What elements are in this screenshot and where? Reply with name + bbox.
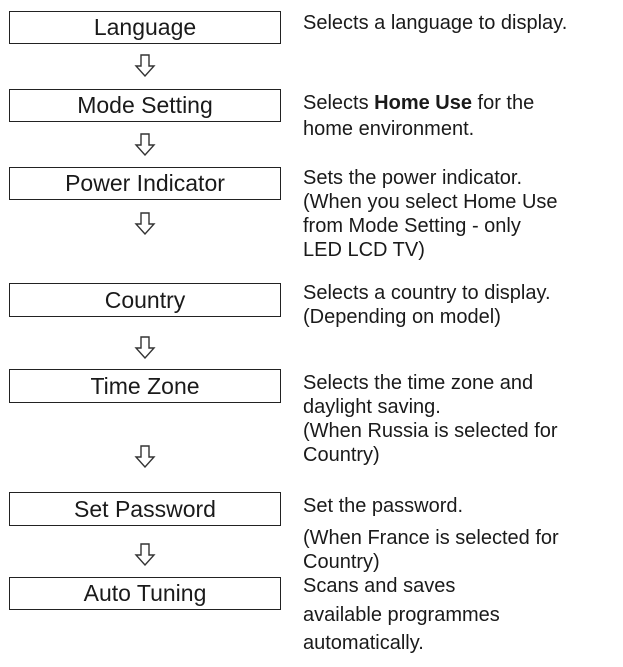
description-bold: Home Use [374,92,472,114]
step-description-country [303,281,619,329]
description-text: Selects [303,92,375,114]
step-label: Time Zone [90,372,200,399]
step-label: Power Indicator [65,170,225,196]
description-line: (Depending on model) [303,306,501,328]
description-line: available programmes [303,604,500,626]
description-line: (When Russia is selected for [303,420,558,442]
step-label: Mode Setting [77,92,213,118]
description-line: daylight saving. [303,396,441,418]
description-line: Country) [303,444,380,466]
description-line: Country) [303,551,380,573]
step-box-power-indicator [9,167,281,200]
down-arrow-icon [134,212,156,235]
step-label: Country [104,286,186,313]
step-label: Auto Tuning [83,580,207,606]
step-description-time-zone [303,371,619,467]
step-label: Language [93,14,197,40]
description-line: Scans and saves [303,575,456,597]
step-box-time-zone [9,369,281,403]
step-description-set-password [303,494,619,574]
down-arrow-icon [134,133,156,156]
description-line: automatically. [303,632,424,654]
description-line: (When you select Home Use [303,191,558,213]
step-box-mode-setting [9,89,281,122]
description-line: Selects the time zone and [303,372,534,394]
step-box-auto-tuning [9,577,281,610]
step-box-set-password [9,492,281,526]
step-description-auto-tuning [303,575,619,657]
down-arrow-icon [134,543,156,566]
description-line: Sets the power indicator. [303,167,523,189]
step-label: Set Password [74,495,216,522]
description-line: Selects a country to display. [303,282,551,304]
description-line: (When France is selected for [303,527,559,549]
down-arrow-icon [134,54,156,77]
step-description-mode-setting [303,90,619,142]
description-line: LED LCD TV) [303,239,425,261]
step-description-language [303,11,619,35]
description-text: for the [471,92,535,114]
description-line: Set the password. [303,495,464,517]
down-arrow-icon [134,445,156,468]
step-box-language [9,11,281,44]
step-box-country [9,283,281,317]
description-line: home environment. [303,118,475,140]
description-line: from Mode Setting - only [303,215,521,237]
down-arrow-icon [134,336,156,359]
description-line [303,90,619,116]
description-line: Selects a language to display. [303,12,568,34]
step-description-power-indicator [303,166,619,262]
